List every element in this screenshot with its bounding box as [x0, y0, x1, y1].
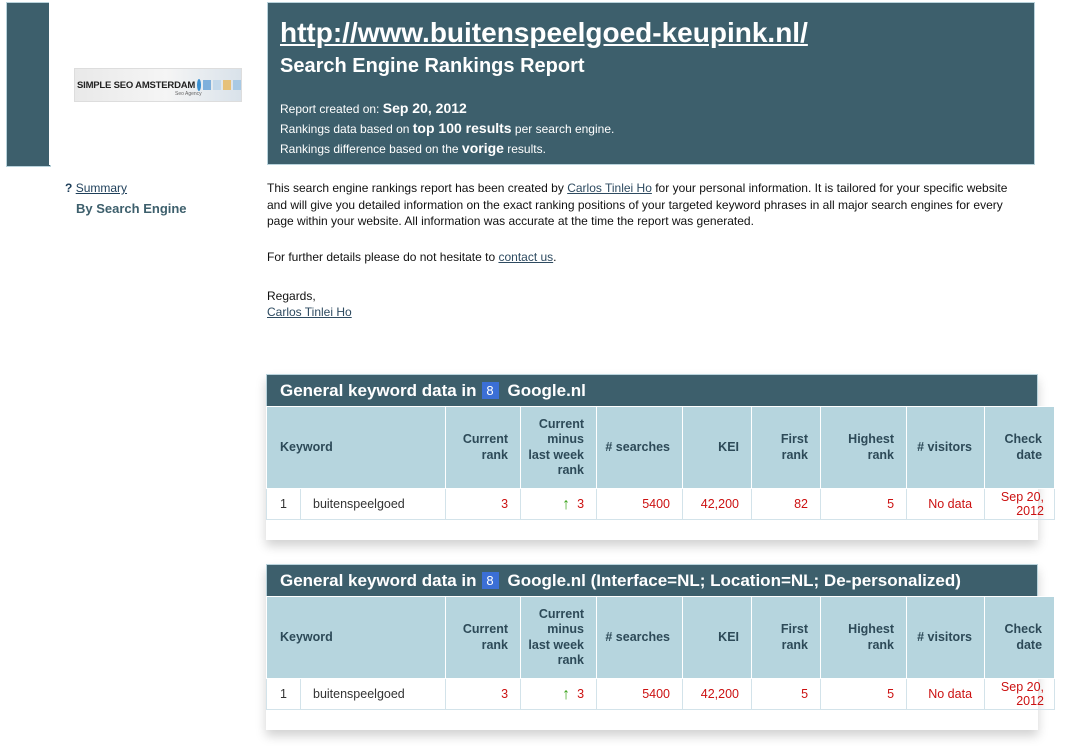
row-check-date: Sep 20, 2012 — [985, 489, 1055, 520]
keyword-data-table — [266, 406, 1055, 540]
row-kei: 42,200 — [683, 679, 752, 710]
col-highest-rank: Highest rank — [821, 597, 907, 679]
contact-us-link[interactable]: contact us — [498, 250, 554, 264]
nav-marker: ? — [65, 181, 73, 195]
diff-suffix: results. — [503, 142, 546, 156]
regards-author-link[interactable]: Carlos Tinlei Ho — [267, 305, 352, 319]
keyword-data-table — [266, 596, 1055, 730]
row-visitors: No data — [907, 679, 985, 710]
further-details — [267, 250, 557, 264]
table-row — [267, 679, 1055, 710]
created-label: Report created on: — [280, 102, 383, 116]
col-visitors: # visitors — [907, 597, 985, 679]
logo-subtext: Seo Agency — [175, 91, 202, 97]
further-end: . — [553, 250, 557, 264]
table-title-prefix: General keyword data in — [280, 570, 477, 590]
google-icon: 8 — [482, 382, 499, 399]
created-line — [280, 99, 614, 119]
based-prefix: Rankings data based on — [280, 122, 413, 136]
intro-text-2: for your personal information. It is tailored for your specific website and will give you detailed information on the exact ranking positions of your targeted keyword phrases in all major search engines for every page within your website. All information was accurate at the time the report was generated. — [267, 181, 1008, 228]
col-visitors: # visitors — [907, 407, 985, 489]
row-index: 1 — [267, 489, 301, 520]
col-check-date: Check date — [985, 597, 1055, 679]
table-footer — [267, 520, 1055, 541]
footer-cell — [267, 710, 1055, 731]
row-searches: 5400 — [597, 489, 683, 520]
based-line — [280, 119, 614, 139]
col-searches: # searches — [597, 407, 683, 489]
arrow-up-icon: ↑ — [562, 686, 571, 703]
row-index: 1 — [267, 679, 301, 710]
intro-text-1: This search engine rankings report has been created by — [267, 181, 568, 195]
footer-cell — [267, 520, 1055, 541]
col-current-rank: Current rank — [446, 597, 521, 679]
row-first-rank: 82 — [752, 489, 821, 520]
col-keyword: Keyword — [267, 407, 446, 489]
col-highest-rank: Highest rank — [821, 407, 907, 489]
row-visitors: No data — [907, 489, 985, 520]
based-suffix: per search engine. — [511, 122, 615, 136]
row-minus: 3 — [577, 687, 585, 701]
table-title-engine: Google.nl — [507, 380, 586, 400]
logo-text: SIMPLE SEO AMSTERDAM — [77, 79, 196, 91]
magnifier-icon — [197, 79, 201, 91]
row-first-rank: 5 — [752, 679, 821, 710]
row-highest-rank: 5 — [821, 679, 907, 710]
intro-paragraph — [267, 180, 1012, 230]
row-highest-rank: 5 — [821, 489, 907, 520]
nav-summary-link[interactable]: Summary — [75, 181, 128, 195]
created-date: Sep 20, 2012 — [382, 100, 467, 116]
col-check-date: Check date — [985, 407, 1055, 489]
site-url-link[interactable]: http://www.buitenspeelgoed-keupink.nl/ — [280, 17, 808, 48]
row-minus-cell — [521, 679, 597, 710]
header-row — [267, 597, 1055, 679]
col-kei: KEI — [683, 407, 752, 489]
diff-prefix: Rankings difference based on the — [280, 142, 462, 156]
table-title-engine: Google.nl (Interface=NL; Location=NL; De-personalized) — [507, 570, 961, 590]
row-kei: 42,200 — [683, 489, 752, 520]
based-value: top 100 results — [412, 120, 512, 136]
side-nav — [65, 181, 187, 216]
left-accent-bar — [6, 2, 51, 167]
col-searches: # searches — [597, 597, 683, 679]
google-icon: 8 — [482, 572, 499, 589]
logo-bars-icon — [203, 80, 241, 90]
report-header — [267, 2, 1035, 165]
header-row — [267, 407, 1055, 489]
table-row — [267, 489, 1055, 520]
col-keyword: Keyword — [267, 597, 446, 679]
author-link[interactable]: Carlos Tinlei Ho — [567, 181, 652, 195]
col-first-rank: First rank — [752, 407, 821, 489]
row-searches: 5400 — [597, 679, 683, 710]
col-first-rank: First rank — [752, 597, 821, 679]
row-keyword: buitenspeelgoed — [301, 679, 446, 710]
col-kei: KEI — [683, 597, 752, 679]
nav-by-search-engine: By Search Engine — [76, 201, 187, 216]
col-current-minus-last-week: Current minus last week rank — [521, 407, 597, 489]
table-title — [266, 374, 1038, 406]
table-title — [266, 564, 1038, 596]
keyword-table-google-depersonalized — [266, 564, 1045, 730]
regards-text: Regards, — [267, 289, 316, 303]
row-current-rank: 3 — [446, 679, 521, 710]
regards-block — [267, 288, 352, 320]
diff-value: vorige — [461, 140, 504, 156]
row-check-date: Sep 20, 2012 — [985, 679, 1055, 710]
table-title-prefix: General keyword data in — [280, 380, 477, 400]
report-title: Search Engine Rankings Report — [280, 55, 585, 77]
row-minus: 3 — [577, 497, 585, 511]
table-footer — [267, 710, 1055, 731]
arrow-up-icon: ↑ — [562, 496, 571, 513]
logo-panel — [49, 2, 259, 165]
diff-line — [280, 139, 614, 159]
further-text: For further details please do not hesitate to — [267, 250, 499, 264]
company-logo — [74, 68, 242, 102]
keyword-table-google — [266, 374, 1045, 540]
row-keyword: buitenspeelgoed — [301, 489, 446, 520]
row-minus-cell — [521, 489, 597, 520]
row-current-rank: 3 — [446, 489, 521, 520]
report-meta — [280, 99, 614, 159]
col-current-rank: Current rank — [446, 407, 521, 489]
col-current-minus-last-week: Current minus last week rank — [521, 597, 597, 679]
